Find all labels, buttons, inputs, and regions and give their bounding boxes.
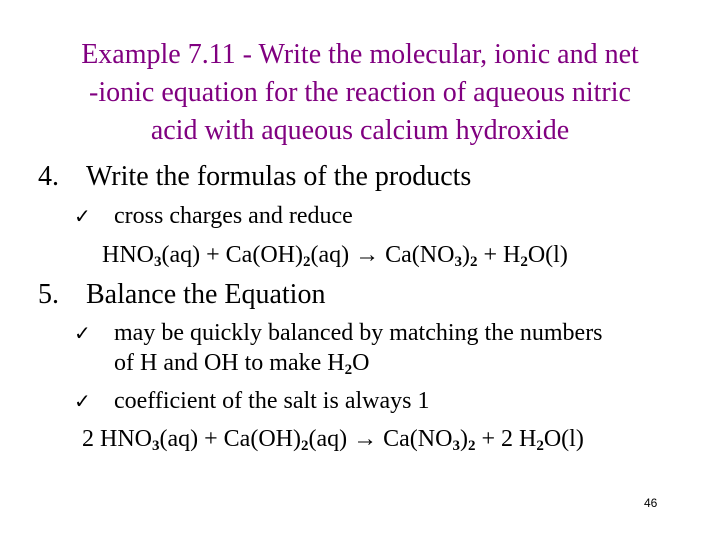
step-5-bullet-1-line-2: of H and OH to make $H_2O$ [114,350,370,378]
step-5-text: Balance the Equation [86,279,326,310]
step-5-bullet-1-line-1: may be quickly balanced by matching the numbers [114,320,603,346]
slide-title [20,36,700,150]
step-5-bullet-2 [74,386,429,416]
title-line-1: Example 7.11 - Write the molecular, ionic and net [81,39,639,70]
equation-unbalanced: $HNO_3(aq) + Ca(OH)_2(aq) \to Ca(NO_3)_2 + H_2O(l)$ [102,242,568,270]
step-5-number: 5. [38,279,59,310]
step-4-number: 4. [38,161,59,192]
step-4 [38,160,471,194]
checkmark-icon: ✓ [74,389,91,413]
title-line-2: -ionic equation for the reaction of aqueous nitric [89,77,631,108]
page-number: 46 [644,496,658,510]
reaction-arrow-icon: → [355,242,380,268]
equation-balanced: 2 $HNO_3(aq) + Ca(OH)_2(aq) \to Ca(NO_3)_2 + 2$ $H_2O(l)$ [82,426,584,454]
reaction-arrow-icon: → [353,426,378,452]
step-4-bullet-1 [74,201,353,231]
title-line-3: acid with aqueous calcium hydroxide [150,115,570,146]
step-5 [38,278,325,312]
checkmark-icon: ✓ [74,321,91,345]
step-4-text: Write the formulas of the products [86,161,472,192]
step-5-bullet-2-text: coefficient of the salt is always 1 [114,388,430,414]
checkmark-icon: ✓ [74,204,91,228]
step-5-bullet-1 [74,318,603,348]
step-4-bullet-1-text: cross charges and reduce [114,203,353,229]
